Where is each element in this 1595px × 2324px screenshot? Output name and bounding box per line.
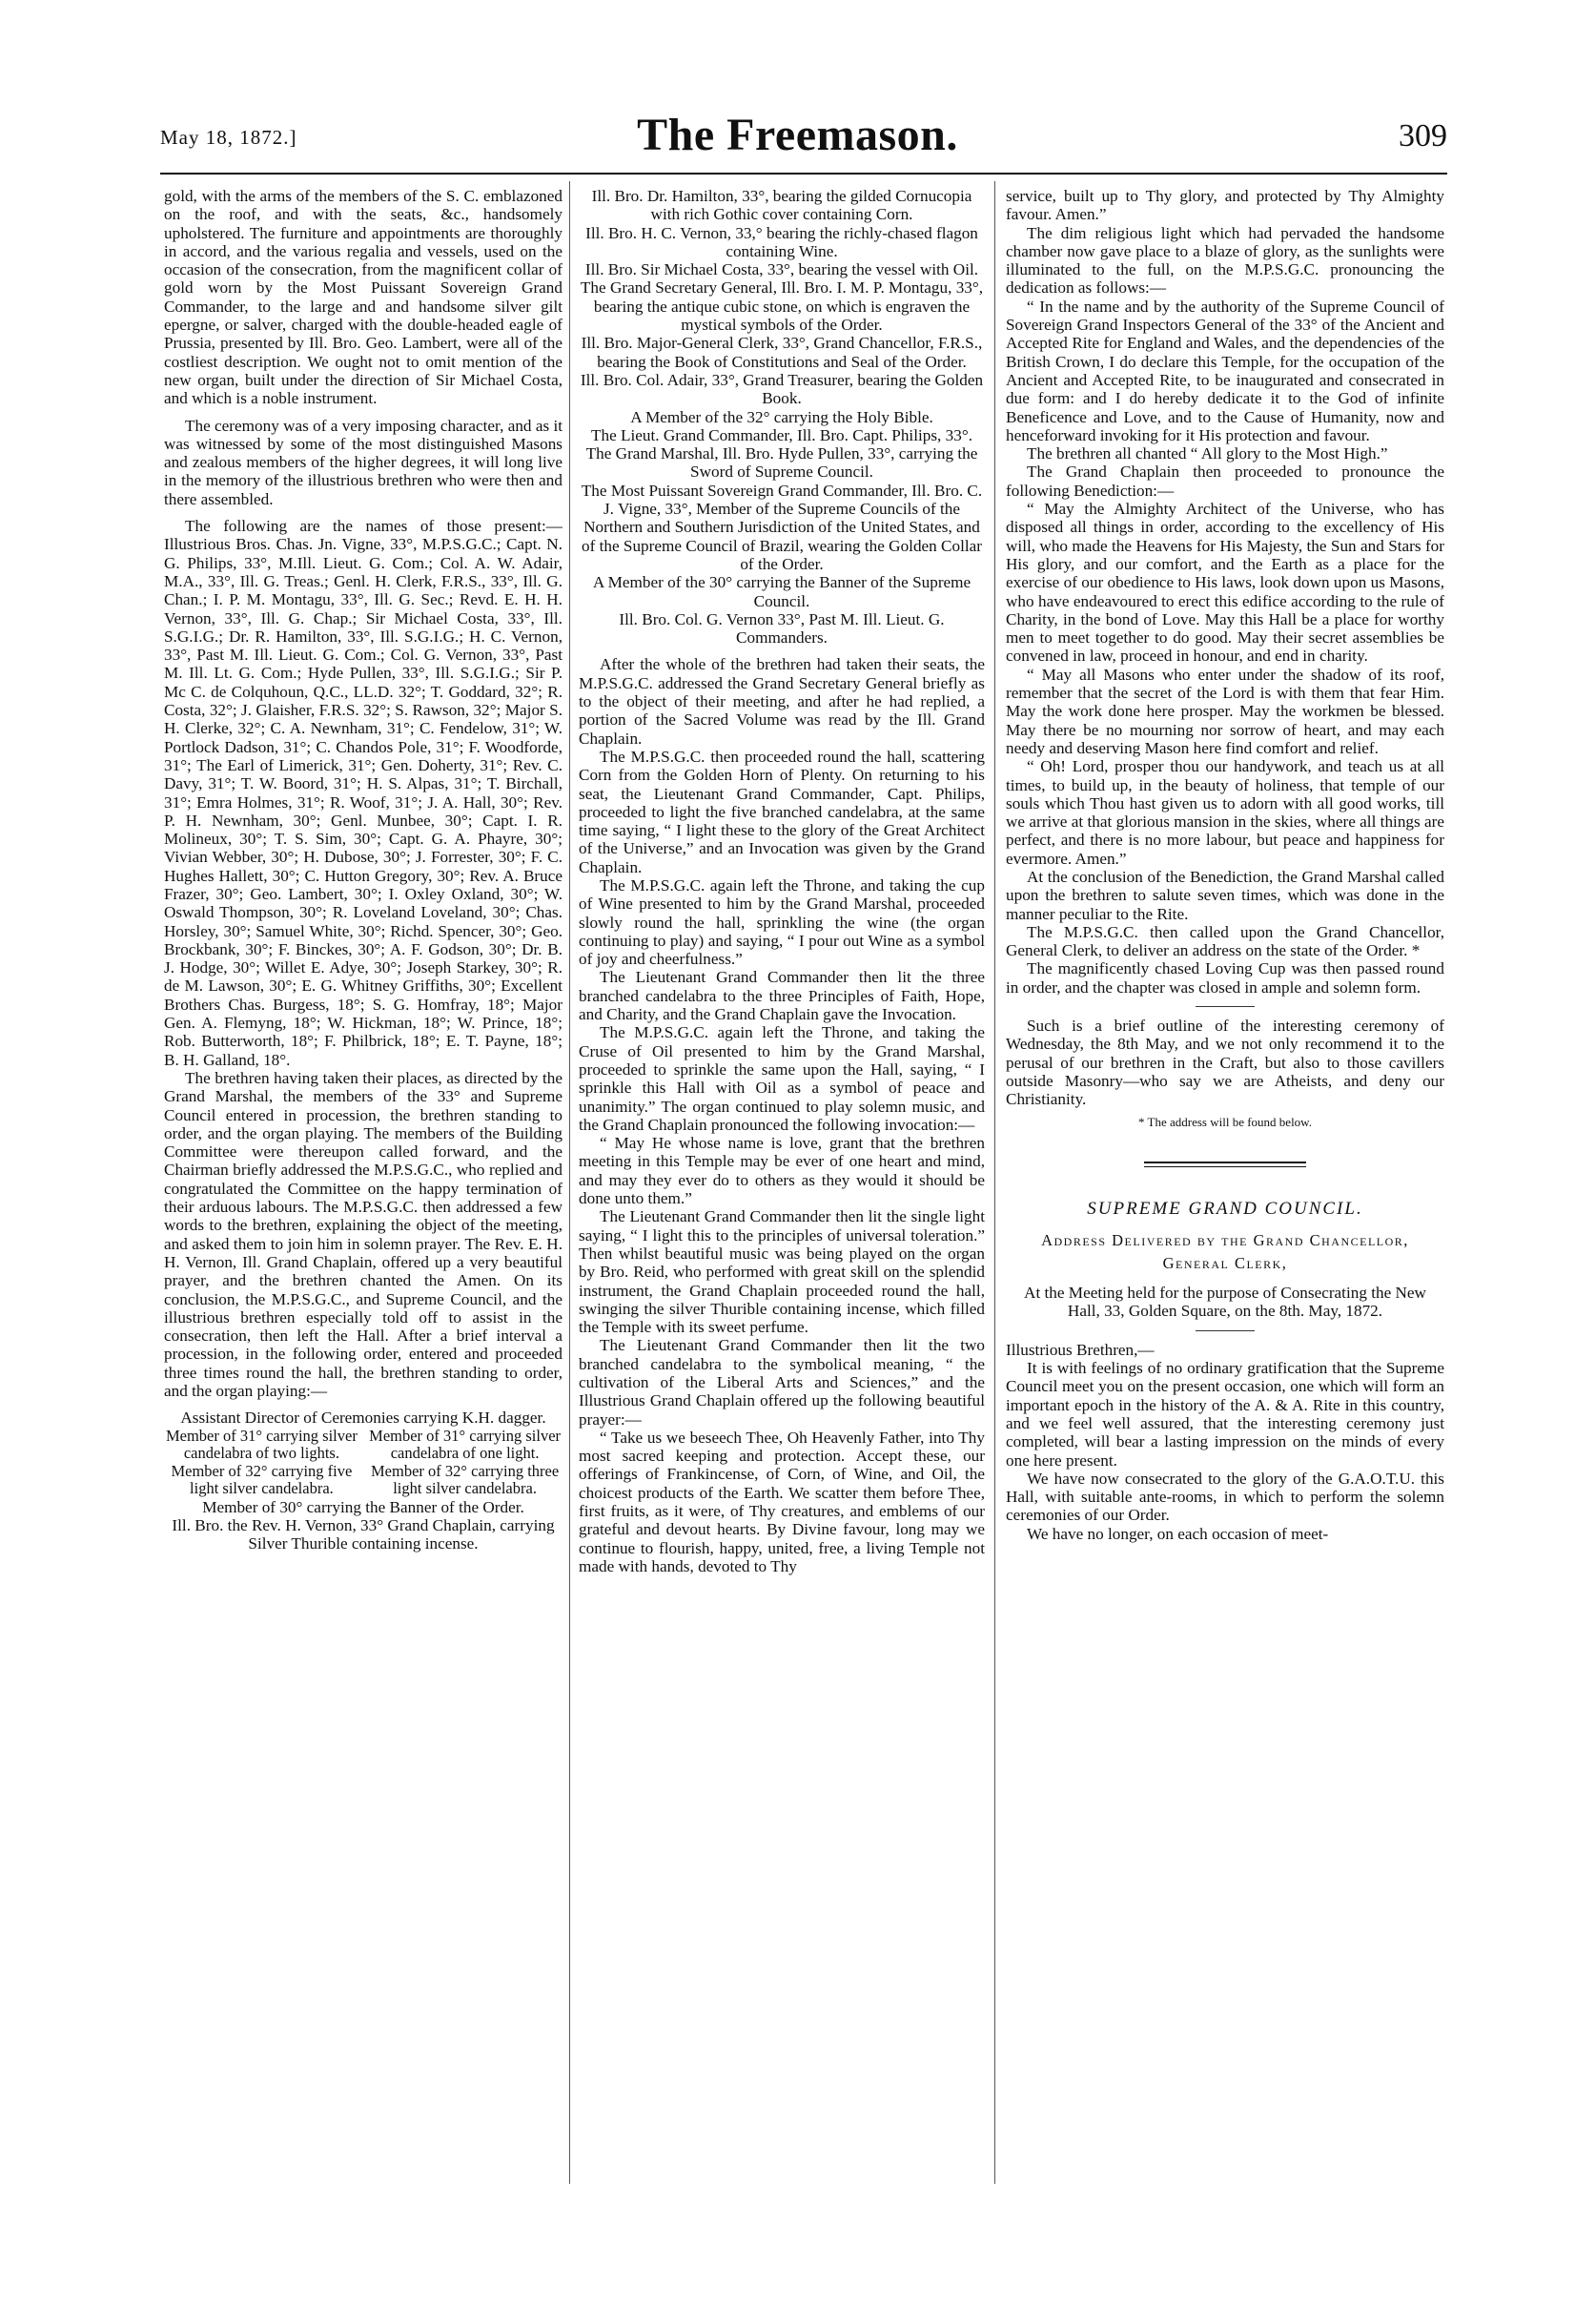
paragraph: We have no longer, on each occasion of meet- (1027, 1524, 1329, 1543)
paragraph: The Grand Chaplain then proceeded to pronounce the following Benediction:— (1006, 463, 1444, 500)
separator-rule (1196, 1006, 1255, 1007)
paragraph: The dim religious light which had pervaded the handsome chamber now gave place to a blaze of glory, as the sunlights were illuminated to the full, on the M.P.S.G.C. pronouncing the dedication as follows:— (1006, 223, 1444, 298)
section-subheading: Address Delivered by the Grand Chancellor, General Clerk, (1041, 1231, 1409, 1273)
separator-rule (1196, 1330, 1255, 1331)
salutation: Illustrious Brethren,— (1006, 1340, 1155, 1359)
procession-pair (164, 1463, 562, 1498)
paragraph: Such is a brief outline of the interesting ceremony of Wednesday, the 8th May, and we not only recommend it to the perusal of our brethren in the Craft, but also to those cavillers outside Masonry—who say we are Atheists, and deny our Christianity. (1006, 1017, 1444, 1109)
procession-entry: The Most Puissant Sovereign Grand Commander, Ill. Bro. C. J. Vigne, 33°, Member of the Supreme Councils of the Northern and Southern Jurisdiction of the United States, and of the Supreme Council of Brazil, wearing the Golden Collar of the Order. (581, 481, 983, 573)
paragraph: The Lieutenant Grand Commander then lit the two branched candelabra to the symbolical meaning, “ the cultivation of the Liberal Arts and Sciences,” and the Illustrious Grand Chaplain offered up the following beautiful prayer:— (579, 1336, 985, 1429)
attendee-list: The following are the names of those present:— Illustrious Bros. Chas. Jn. Vigne, 33°, M.P.S.G.C.; Capt. N. G. Philips, 33°, M.Ill. Lieut. G. Com.; Col. A. W. Adair, M.A., 33°, Ill. G. Treas.; Genl. H. Clerk, F.R.S., 33°, Ill. G. Chan.; I. P. M. Montagu, 33°, Ill. G. Sec.; Revd. E. H. H. Vernon, 33°, Ill. G. Chap.; Sir Michael Costa, 33°, Ill. S.G.I.G.; Dr. R. Hamilton, 33°, Ill. S.G.I.G.; H. C. Vernon, 33°, Past M. Ill. Lieut. G. Com.; Col. G. Vernon, 33°, Past M. Ill. Lt. G. Com.; Hyde Pullen, 33°, Ill. S.G.I.G.; Sir P. Mc C. de Colquhoun, Q.C., LL.D. 32°; T. Goddard, 32°; R. Costa, 32°; J. Glaisher, F.R.S. 32°; S. Rawson, 32°; Major S. H. Clerke, 32°; C. A. Newnham, 31°; C. Fendelow, 31°; W. Portlock Dadson, 31°; C. Chandos Pole, 31°; F. Woodforde, 31°; The Earl of Limerick, 31°; Gen. Doherty, 31°; Rev. C. Davy, 31°; T. W. Boord, 31°; H. S. Alpas, 31°; T. Birchall, 31°; Emra Holmes, 31°; R. Woof, 31°; J. A. Hall, 30°; Rev. P. H. Newnham, 30°; Genl. Munbee, 30°; Capt. I. R. Molineux, 30°; T. S. Sim, 30°; Capt. G. A. Phayre, 30°; Vivian Webber, 30°; H. Dubose, 30°; J. Forrester, 30°; F. C. Hughes Hallett, 30°; C. Hutton Gregory, 30°; Rev. A. Bruce Frazer, 30°; Geo. Lambert, 30°; I. Oxley Oxland, 30°; W. Oswald Thompson, 30°; R. Loveland Loveland, 30°; Chas. Horsley, 30°; Samuel White, 30°; Richd. Spencer, 30°; Geo. Brockbank, 30°; F. Binckes, 30°; A. F. Godson, 30°; Dr. B. J. Hodge, 30°; Willet E. Adye, 30°; Joseph Starkey, 30°; R. de M. Lawson, 30°; E. G. Whitney Griffiths, 30°; Excellent Brothers Chas. Burgess, 18°; S. G. Homfray, 18°; Major Gen. A. Flemyng, 18°; W. Hickman, 18°; W. Prince, 18°; Rob. Butterworth, 18°; F. Philbrick, 18°; E. T. Payne, 18°; B. H. Galland, 18°. (164, 517, 562, 1069)
column-divider (994, 181, 995, 2184)
procession-entry: Assistant Director of Ceremonies carrying K.H. dagger. (180, 1409, 546, 1428)
paragraph: The M.P.S.G.C. then proceeded round the hall, scattering Corn from the Golden Horn of Plenty. On returning to his seat, the Lieutenant Grand Commander, Capt. Philips, proceeded to light the five branched candelabra, at the same time saying, “ I light these to the glory of the Great Architect of the Universe,” and an Invocation was given by the Grand Chaplain. (579, 747, 985, 876)
paragraph: “ May all Masons who enter under the shadow of its roof, remember that the secret of the Lord is with them that fear Him. May the work done here prosper. May the workmen be blessed. May there be no mourning nor sorrow of heart, and may each needy and deserving Mason here find comfort and relief. (1006, 665, 1444, 757)
paragraph: The brethren all chanted “ All glory to the Most High.” (1027, 444, 1388, 463)
procession-entry: Ill. Bro. Major-General Clerk, 33°, Grand Chancellor, F.R.S., bearing the Book of Constitutions and Seal of the Order. (581, 334, 983, 371)
procession-entry: The Grand Marshal, Ill. Bro. Hyde Pullen, 33°, carrying the Sword of Supreme Council. (585, 444, 978, 482)
procession-entry: Member of 31° carrying silver candelabra of two lights. (165, 1426, 358, 1463)
column-2 (579, 187, 985, 1575)
section-dateline: At the Meeting held for the purpose of Consecrating the New Hall, 33, Golden Square, on the 8th. May, 1872. (1024, 1284, 1426, 1321)
paragraph: The ceremony was of a very imposing character, and as it was witnessed by some of the most distinguished Masons and zealous members of the higher degrees, it will long live in the memory of the illustrious brethren who were then and there assembled. (164, 416, 562, 508)
paragraph: “ May He whose name is love, grant that the brethren meeting in this Temple may be ever of one heart and mind, and may they ever do to others as they would it should be done unto them.” (579, 1134, 985, 1208)
page-number: 309 (1399, 118, 1447, 154)
paragraph: “ May the Almighty Architect of the Universe, who has disposed all things in order, according to the excellency of His will, who made the Heavens for His Majesty, the Sun and Stars for His glory, and our comfort, and the Earth as a place for the exercise of our obedience to His laws, look down upon us Masons, who have endeavoured to erect this edifice according to the rule of Charity, in the bond of Love. May this Hall be a place for worthy men to meet together to do good. May their secret assemblies be convened in law, proceed in honour, and end in charity. (1006, 500, 1444, 666)
procession-entry: The Lieut. Grand Commander, Ill. Bro. Capt. Philips, 33°. (590, 425, 972, 444)
procession-entry: A Member of the 30° carrying the Banner of the Supreme Council. (592, 573, 971, 610)
double-rule (1144, 1162, 1306, 1167)
paragraph: At the conclusion of the Benediction, the Grand Marshal called upon the brethren to salute seven times, which was done in the manner peculiar to the Rite. (1006, 867, 1444, 923)
paragraph: service, built up to Thy glory, and protected by Thy Almighty favour. Amen.” (1006, 187, 1444, 224)
procession-entry: A Member of the 32° carrying the Holy Bible. (630, 407, 933, 426)
procession-pair (164, 1428, 562, 1463)
section-heading: SUPREME GRAND COUNCIL. (1087, 1198, 1363, 1219)
procession-entry: Ill. Bro. Col. Adair, 33°, Grand Treasurer, bearing the Golden Book. (580, 370, 984, 408)
paragraph: After the whole of the brethren had taken their seats, the M.P.S.G.C. addressed the Grand Secretary General briefly as to the object of their meeting, and after he had replied, a portion of the Sacred Volume was read by the Ill. Grand Chaplain. (579, 655, 985, 748)
paragraph: “ In the name and by the authority of the Supreme Council of Sovereign Grand Inspectors General of the 33° of the Ancient and Accepted Rite for England and Wales, and the dependencies of the British Crown, I do declare this Temple, for the occupation of the Ancient and Accepted Rite, to be inaugurated and consecrated in due form: and I do hereby dedicate it to the God of infinite Beneficence and Love, and to the Cause of Humanity, now and henceforward invoking for it His protection and favour. (1006, 297, 1444, 444)
column-1 (164, 187, 562, 1553)
procession-entry: The Grand Secretary General, Ill. Bro. I. M. P. Montagu, 33°, bearing the antique cubic stone, on which is engraven the mystical symbols of the Order. (580, 278, 984, 335)
paragraph: The Lieutenant Grand Commander then lit the single light saying, “ I light this to the principles of universal toleration.” Then whilst beautiful music was being played on the organ by Bro. Reid, who performed with great skill on the splendid instrument, the Grand Chaplain proceeded round the hall, swinging the silver Thurible containing incense, which filled the Temple with its sweet perfume. (579, 1207, 985, 1337)
footnote: * The address will be found below. (1138, 1114, 1312, 1129)
procession-entry: Member of 30° carrying the Banner of the Order. (202, 1497, 524, 1516)
paragraph: “ Oh! Lord, prosper thou our handywork, and teach us at all times, to build up, in the beauty of holiness, that temple of our souls which Thou hast given us to adorn with all good works, till we arrive at that glorious mansion in the skies, where all things are perfect, and there is no more labour, but peace and happiness for evermore. Amen.” (1006, 757, 1444, 868)
header-rule (160, 173, 1447, 175)
paragraph: gold, with the arms of the members of the S. C. emblazoned on the roof, and with the seats, &c., handsomely upholstered. The furniture and appointments are thoroughly in accord, and the various regalia and vessels, used on the occasion of the consecration, from the magnificent collar of gold worn by the Most Puissant Sovereign Grand Commander, to the large and and handsome silver gilt epergne, or salver, charged with the double-headed eagle of Prussia, presented by Ill. Bro. Geo. Lambert, were all of the costliest description. We ought not to omit mention of the new organ, built under the direction of Sir Michael Costa, and which is a noble instrument. (164, 187, 562, 408)
procession-entry: Ill. Bro. Sir Michael Costa, 33°, bearing the vessel with Oil. (584, 260, 979, 279)
paragraph: It is with feelings of no ordinary gratification that the Supreme Council meet you on the present occasion, one which will form an important epoch in the history of the A. & A. Rite in this country, and we feel well assured, that the interesting ceremony just completed, will bear a lasting impression on the minds of every one here present. (1006, 1359, 1444, 1470)
paragraph: The brethren having taken their places, as directed by the Grand Marshal, the members of the 33° and Supreme Council entered in procession, the brethren standing to order, and the organ playing. The members of the Building Committee were thereupon called forward, and the Chairman briefly addressed the M.P.S.G.C., who replied and congratulated the Committee on the happy termination of their arduous labours. The M.P.S.G.C. then addressed a few words to the brethren, explaining the object of the meeting, and asked them to join him in solemn prayer. The Rev. E. H. H. Vernon, Ill. Grand Chaplain, offered up a very beautiful prayer, and the brethren chanted the Amen. On its conclusion, the M.P.S.G.C., and Supreme Council, and the illustrious brethren especially told off to assist in the consecration, then left the Hall. After a brief interval a procession, in the following order, entered and proceeded three times round the hall, the brethren standing to order, and the organ playing:— (164, 1068, 562, 1400)
paragraph: We have now consecrated to the glory of the G.A.O.T.U. this Hall, with suitable ante-rooms, in which to perform the solemn ceremonies of our Order. (1006, 1469, 1444, 1525)
paragraph: The Lieutenant Grand Commander then lit the three branched candelabra to the three Principles of Faith, Hope, and Charity, and the Grand Chaplain gave the Invocation. (579, 968, 985, 1024)
paragraph: The M.P.S.G.C. again left the Throne, and taking the cup of Wine presented to him by the Grand Marshal, proceeded slowly round the hall, sprinkling the wine (the organ continuing to play) and saying, “ I pour out Wine as a symbol of joy and cheerfulness.” (579, 875, 985, 969)
issue-date: May 18, 1872.] (160, 126, 297, 149)
procession-entry: Member of 32° carrying five light silver candelabra. (171, 1461, 353, 1498)
paragraph: The M.P.S.G.C. again left the Throne, and taking the Cruse of Oil presented to him by the Grand Marshal, proceeded to sprinkle the same upon the Hall, saying, “ I sprinkle this Hall with Oil as a symbol of peace and unanimity.” The organ continued to play solemn music, and the Grand Chaplain pronounced the following invocation:— (579, 1023, 985, 1134)
procession-entry: Member of 32° carrying three light silver candelabra. (371, 1461, 560, 1498)
procession-entry: Ill. Bro. H. C. Vernon, 33,° bearing the richly-chased flagon containing Wine. (585, 223, 978, 260)
procession-entry: Ill. Bro. Dr. Hamilton, 33°, bearing the gilded Cornucopia with rich Gothic cover containing Corn. (591, 187, 972, 224)
paragraph: The magnificently chased Loving Cup was then passed round in order, and the chapter was closed in ample and solemn form. (1006, 959, 1444, 997)
paragraph: “ Take us we beseech Thee, Oh Heavenly Father, into Thy most sacred keeping and protection. Accept these, our offerings of Frankincense, of Corn, of Wine, and Oil, the choicest products of the Earth. We scatter them before Thee, first fruits, as it were, of Thy creatures, and emblems of our grateful and devout hearts. By Divine favour, long may we continue to flourish, happy, united, free, a living Temple not made with hands, devoted to Thy (579, 1428, 985, 1575)
paragraph: The M.P.S.G.C. then called upon the Grand Chancellor, General Clerk, to deliver an address on the state of the Order. * (1006, 922, 1444, 960)
masthead-title: The Freemason. (637, 110, 958, 160)
procession-entry: Ill. Bro. the Rev. H. Vernon, 33° Grand Chaplain, carrying Silver Thurible containing incense. (172, 1515, 555, 1553)
column-3 (1006, 187, 1444, 1543)
procession-entry: Ill. Bro. Col. G. Vernon 33°, Past M. Ill. Lieut. G. Commanders. (619, 609, 945, 648)
column-divider (569, 181, 570, 2184)
procession-entry: Member of 31° carrying silver candelabra of one light. (369, 1426, 562, 1463)
